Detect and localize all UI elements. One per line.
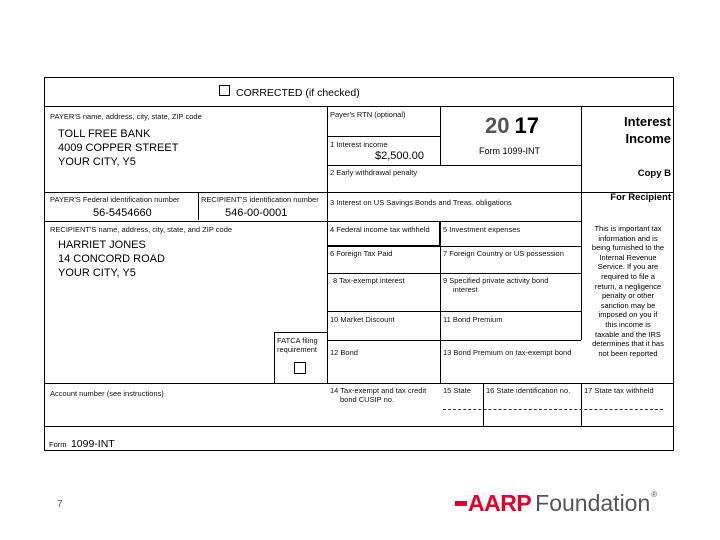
box17-label: 17 State tax withheld [584,386,654,395]
box1-label: 1 Interest income [330,140,388,149]
notice-line: required to file a [601,271,655,281]
notice-line: Internal Revenue [599,252,657,262]
box14-label-line1: 14 Tax-exempt and tax credit [330,386,427,395]
notice-line: determines that it has [592,339,664,349]
tax-year [485,114,539,138]
for-recipient-label: For Recipient [610,192,671,203]
notice-line: not been reported [598,348,658,358]
box4-label: 4 Federal income tax withheld [330,225,430,234]
footer-form-label [49,434,115,452]
account-number-label: Account number (see instructions) [50,389,164,398]
payer-fid: 56-5454660 [93,207,152,219]
payer-name-label: PAYER'S name, address, city, state, ZIP code [50,112,202,121]
box3-label: 3 Interest on US Savings Bonds and Treas. obligations [330,198,512,207]
box11-label: 11 Bond Premium [443,315,503,324]
brand-dash [455,501,467,506]
box16-label: 16 State identification no. [486,386,571,395]
box9-label-line2: interest [453,285,478,294]
form-1099-int [44,77,674,451]
notice-line: penalty or other [601,291,655,301]
payer-fid-label: PAYER'S Federal identification number [50,195,180,204]
notice-line: information and is [598,233,658,243]
brand-suffix: Foundation [535,490,651,516]
brand-name: AARP [468,490,532,516]
notice-line: taxable and the IRS [595,329,661,339]
form-name: Form 1099-INT [479,146,541,156]
box14-label-line2: bond CUSIP no. [340,395,395,404]
state-divider [443,409,663,410]
payer-name: TOLL FREE BANK [58,128,151,140]
payer-city: YOUR CITY, Y5 [58,156,136,168]
box1-value: $2,500.00 [375,150,424,162]
recipient-id-label: RECIPIENT'S identification number [201,195,319,204]
recipient-city: YOUR CITY, Y5 [58,267,136,279]
tax-year-suffix: 17 [514,113,539,138]
notice-line: Service. If you are [597,262,659,272]
fatca-label-line2: requirement [277,345,318,354]
recipient-id: 546-00-0001 [225,207,288,219]
brand-registered-mark: ® [651,490,658,499]
notice-line: being furnished to the [591,243,665,253]
recipient-street: 14 CONCORD ROAD [58,253,165,265]
recipient-name-label: RECIPIENT'S name, address, city, state, and ZIP code [50,225,233,234]
corrected-label: CORRECTED (if checked) [236,87,360,99]
recipient-name: HARRIET JONES [58,239,146,251]
box13-label: 13 Bond Premium on tax-exempt bond [443,348,572,357]
notice-line: This is important tax [594,224,662,233]
box15-label: 15 State [443,386,471,395]
footer-form-name: 1099-INT [70,438,115,450]
brand-logo [455,490,657,516]
box5-label: 5 Investment expenses [443,225,521,234]
box12-label: 12 Bond [330,348,358,357]
footer-form-prefix: Form [49,440,67,449]
notice-line: return, a negligence [594,281,662,291]
title-line2: Income [625,131,671,146]
tax-year-prefix: 20 [485,113,510,138]
copy-b-label: Copy B [637,168,671,179]
fatca-label-line1: FATCA filing [277,336,318,345]
notice-line: this income is [605,319,651,329]
notice-line: sanction may be [600,300,656,310]
box8-label: 8 Tax-exempt interest [333,276,405,285]
page-number: 7 [57,499,63,510]
box2-label: 2 Early withdrawal penalty [330,168,418,177]
notice-line: imposed on you if [598,310,658,320]
payer-rtn-label: Payer's RTN (optional) [330,110,406,119]
title-line1: Interest [624,114,671,129]
box7-label: 7 Foreign Country or US possession [443,249,564,258]
box10-label: 10 Market Discount [330,315,395,324]
payer-street: 4009 COPPER STREET [58,142,179,154]
box9-label-line1: 9 Specified private activity bond [443,276,549,285]
fatca-checkbox[interactable] [294,362,306,374]
box6-label: 6 Foreign Tax Paid [330,249,393,258]
irs-notice [583,224,673,358]
